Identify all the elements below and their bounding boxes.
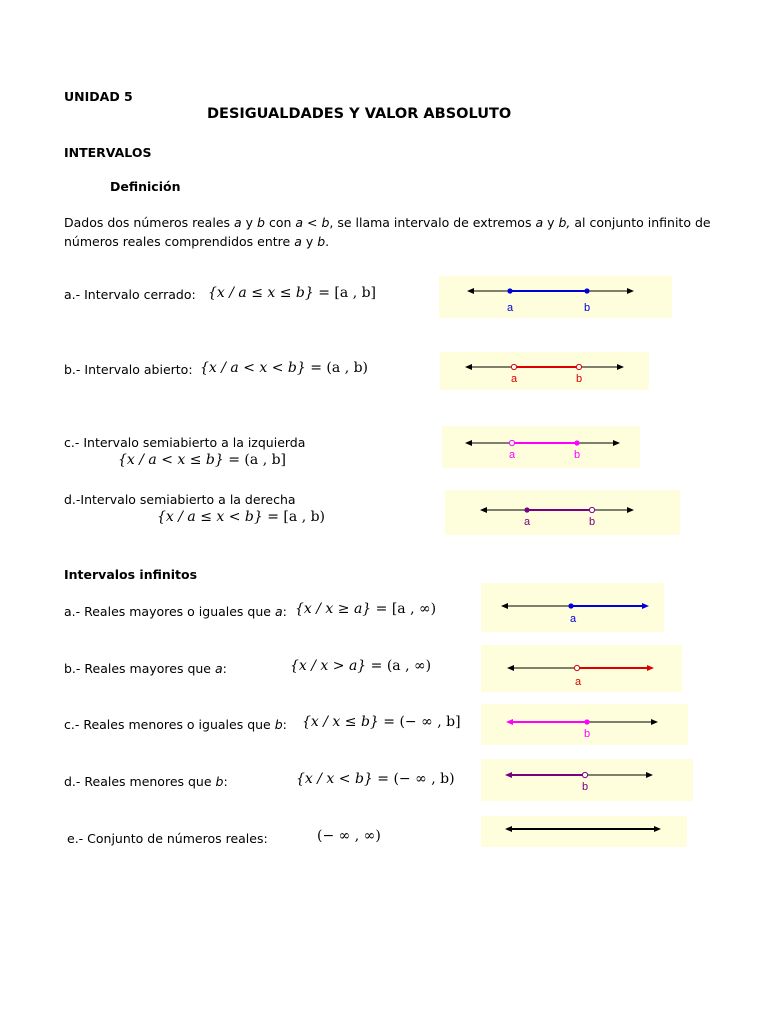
open-interval-formula: {x / a < x < b} = (a , b) <box>200 360 369 376</box>
open-interval-label: b.- Intervalo abierto: <box>64 362 193 377</box>
inf-d-label: d.- Reales menores que b: <box>64 774 228 789</box>
inf-b-formula: {x / x > a} = (a , ∞) <box>290 658 432 674</box>
right-open-interval-number-line <box>445 490 680 535</box>
right-open-label-a: a <box>523 516 531 528</box>
page-title: DESIGUALDADES Y VALOR ABSOLUTO <box>207 106 512 122</box>
inf-e-formula: (− ∞ , ∞) <box>317 828 381 844</box>
left-open-point-a <box>509 440 514 445</box>
inf-a-graph <box>481 583 664 632</box>
infinite-intervals-heading: Intervalos infinitos <box>64 567 198 582</box>
closed-interval-formula: {x / a ≤ x ≤ b} = [a , b] <box>208 285 377 301</box>
open-label-a: a <box>510 373 518 385</box>
inf-e-number-line <box>481 816 687 847</box>
inf-a-label: a.- Reales mayores o iguales que a: <box>64 604 287 619</box>
left-open-label-a: a <box>508 449 516 461</box>
inf-e-label: e.- Conjunto de números reales: <box>67 831 268 846</box>
inf-d-formula: {x / x < b} = (− ∞ , b) <box>296 771 455 787</box>
inf-c-point-label: b <box>583 728 591 740</box>
left-open-interval-formula: {x / a < x ≤ b} = (a , b] <box>118 452 287 468</box>
inf-a-point-label: a <box>569 613 577 625</box>
left-open-label-b: b <box>573 449 581 461</box>
right-open-interval-formula: {x / a ≤ x < b} = [a , b) <box>157 509 326 525</box>
closed-point-b <box>584 288 589 293</box>
left-open-interval-graph <box>442 426 640 468</box>
inf-c-formula: {x / x ≤ b} = (− ∞ , b] <box>302 714 461 730</box>
closed-interval-graph <box>439 276 672 318</box>
open-point-b <box>576 364 581 369</box>
open-interval-number-line <box>440 352 649 390</box>
left-open-point-b <box>574 440 579 445</box>
right-open-interval-label: d.-Intervalo semiabierto a la derecha <box>64 492 296 507</box>
right-open-label-b: b <box>588 516 596 528</box>
right-open-point-a <box>524 507 529 512</box>
inf-b-number-line <box>481 645 682 692</box>
inf-b-graph <box>481 645 682 692</box>
subsection-heading: Definición <box>110 179 181 194</box>
left-open-interval-number-line <box>442 426 640 468</box>
right-open-point-b <box>589 507 594 512</box>
inf-b-point-label: a <box>574 676 582 688</box>
inf-d-point <box>582 772 587 777</box>
open-point-a <box>511 364 516 369</box>
inf-c-number-line <box>481 704 688 745</box>
definition-paragraph: Dados dos números reales a y b con a < b, se llama intervalo de extremos a y b, al conjunto infinito de números reales comprendidos entre a y b. <box>64 215 711 249</box>
inf-c-label: c.- Reales menores o iguales que b: <box>64 717 287 732</box>
inf-b-point <box>574 665 579 670</box>
inf-a-number-line <box>481 583 664 632</box>
inf-c-graph <box>481 704 688 745</box>
closed-label-a: a <box>506 302 514 314</box>
open-label-b: b <box>575 373 583 385</box>
inf-a-formula: {x / x ≥ a} = [a , ∞) <box>295 601 437 617</box>
closed-interval-number-line <box>439 276 672 318</box>
closed-label-b: b <box>583 302 591 314</box>
inf-a-point <box>568 603 573 608</box>
inf-d-point-label: b <box>581 781 589 793</box>
inf-e-graph <box>481 816 687 847</box>
left-open-interval-label: c.- Intervalo semiabierto a la izquierda <box>64 435 306 450</box>
right-open-interval-graph <box>445 490 680 535</box>
unit-label: UNIDAD 5 <box>64 89 133 104</box>
inf-c-point <box>584 719 589 724</box>
inf-d-number-line <box>481 759 693 801</box>
inf-d-graph <box>481 759 693 801</box>
inf-b-label: b.- Reales mayores que a: <box>64 661 227 676</box>
closed-point-a <box>507 288 512 293</box>
open-interval-graph <box>440 352 649 390</box>
section-heading: INTERVALOS <box>64 145 152 160</box>
closed-interval-label: a.- Intervalo cerrado: <box>64 287 196 302</box>
